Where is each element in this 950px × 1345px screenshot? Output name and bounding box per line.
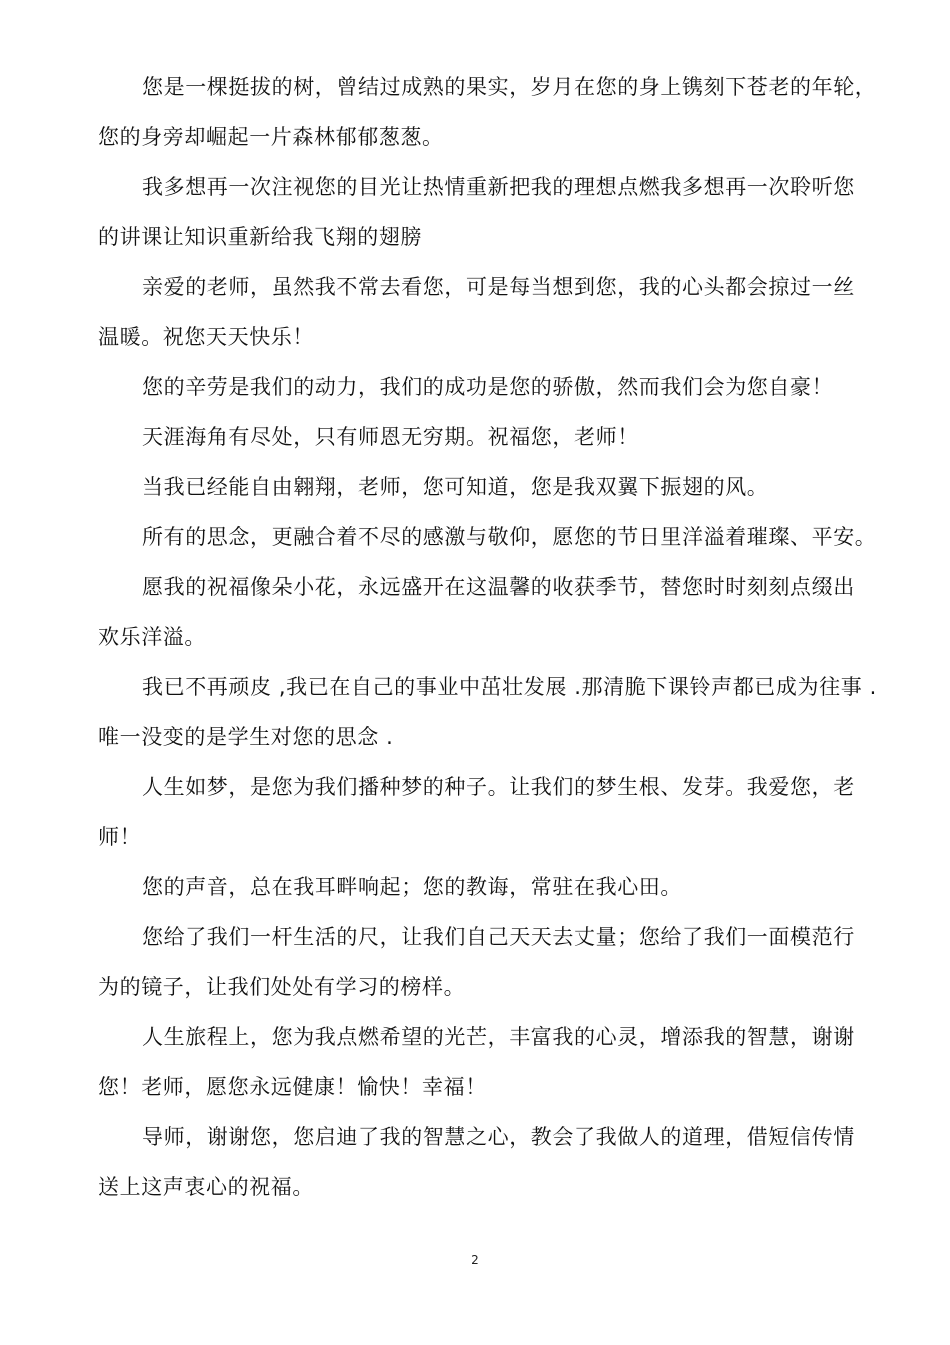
- paragraph-line: 导师，谢谢您，您启迪了我的智慧之心，教会了我做人的道理，借短信传情: [142, 1125, 855, 1149]
- paragraph-line: 我多想再一次注视您的目光让热情重新把我的理想点燃我多想再一次聆听您: [142, 175, 855, 199]
- paragraph-line: 我已不再顽皮 ,我已在自己的事业中茁壮发展 .那清脆下课铃声都已成为往事 .: [142, 675, 877, 699]
- paragraph-line: 天涯海角有尽处，只有师恩无穷期。祝福您，老师！: [142, 425, 639, 449]
- paragraph-line: 欢乐洋溢。: [98, 625, 206, 649]
- paragraph-line: 送上这声衷心的祝福。: [98, 1175, 314, 1199]
- paragraph: [98, 162, 855, 262]
- paragraph: [98, 912, 855, 1012]
- paragraph-line: 您是一棵挺拔的树，曾结过成熟的果实，岁月在您的身上镌刻下苍老的年轮，: [142, 75, 877, 99]
- paragraph: [98, 62, 877, 162]
- paragraph-line: 您！老师，愿您永远健康！愉快！幸福！: [98, 1075, 487, 1099]
- paragraph: [98, 862, 850, 912]
- paragraph: [98, 662, 877, 762]
- paragraph-line: 您的身旁却崛起一片森林郁郁葱葱。: [98, 125, 444, 149]
- paragraph: [98, 362, 850, 412]
- paragraph-line: 当我已经能自由翱翔，老师，您可知道，您是我双翼下振翅的风。: [142, 475, 769, 499]
- paragraph-line: 您给了我们一杆生活的尺，让我们自己天天去丈量；您给了我们一面模范行: [142, 925, 855, 949]
- paragraph-line: 人生旅程上，您为我点燃希望的光芒，丰富我的心灵，增添我的智慧，谢谢: [142, 1025, 855, 1049]
- paragraph: [98, 262, 855, 362]
- paragraph-line: 人生如梦，是您为我们播种梦的种子。让我们的梦生根、发芽。我爱您，老: [142, 775, 855, 799]
- paragraph-line: 为的镜子，让我们处处有学习的榜样。: [98, 975, 466, 999]
- paragraph-line: 您的辛劳是我们的动力，我们的成功是您的骄傲，然而我们会为您自豪！: [142, 375, 834, 399]
- paragraph-line: 师！: [98, 825, 142, 849]
- paragraph-line: 愿我的祝福像朵小花，永远盛开在这温馨的收获季节，替您时时刻刻点缀出: [142, 575, 855, 599]
- paragraph-line: 所有的思念，更融合着不尽的感激与敬仰，愿您的节日里洋溢着璀璨、平安。: [142, 525, 877, 549]
- page-number: 2: [471, 1253, 479, 1267]
- body-text: [98, 62, 877, 1212]
- paragraph: [98, 762, 855, 862]
- paragraph: [98, 1012, 855, 1112]
- paragraph: [98, 512, 877, 562]
- paragraph-line: 您的声音，总在我耳畔响起；您的教诲，常驻在我心田。: [142, 875, 682, 899]
- paragraph: [98, 462, 850, 512]
- paragraph-line: 温暖。祝您天天快乐！: [98, 325, 314, 349]
- paragraph: [98, 1112, 855, 1212]
- paragraph-line: 的讲课让知识重新给我飞翔的翅膀: [98, 225, 422, 249]
- paragraph: [98, 562, 855, 662]
- paragraph-line: 亲爱的老师，虽然我不常去看您，可是每当想到您，我的心头都会掠过一丝: [142, 275, 855, 299]
- paragraph: [98, 412, 850, 462]
- paragraph-line: 唯一没变的是学生对您的思念 .: [98, 725, 394, 749]
